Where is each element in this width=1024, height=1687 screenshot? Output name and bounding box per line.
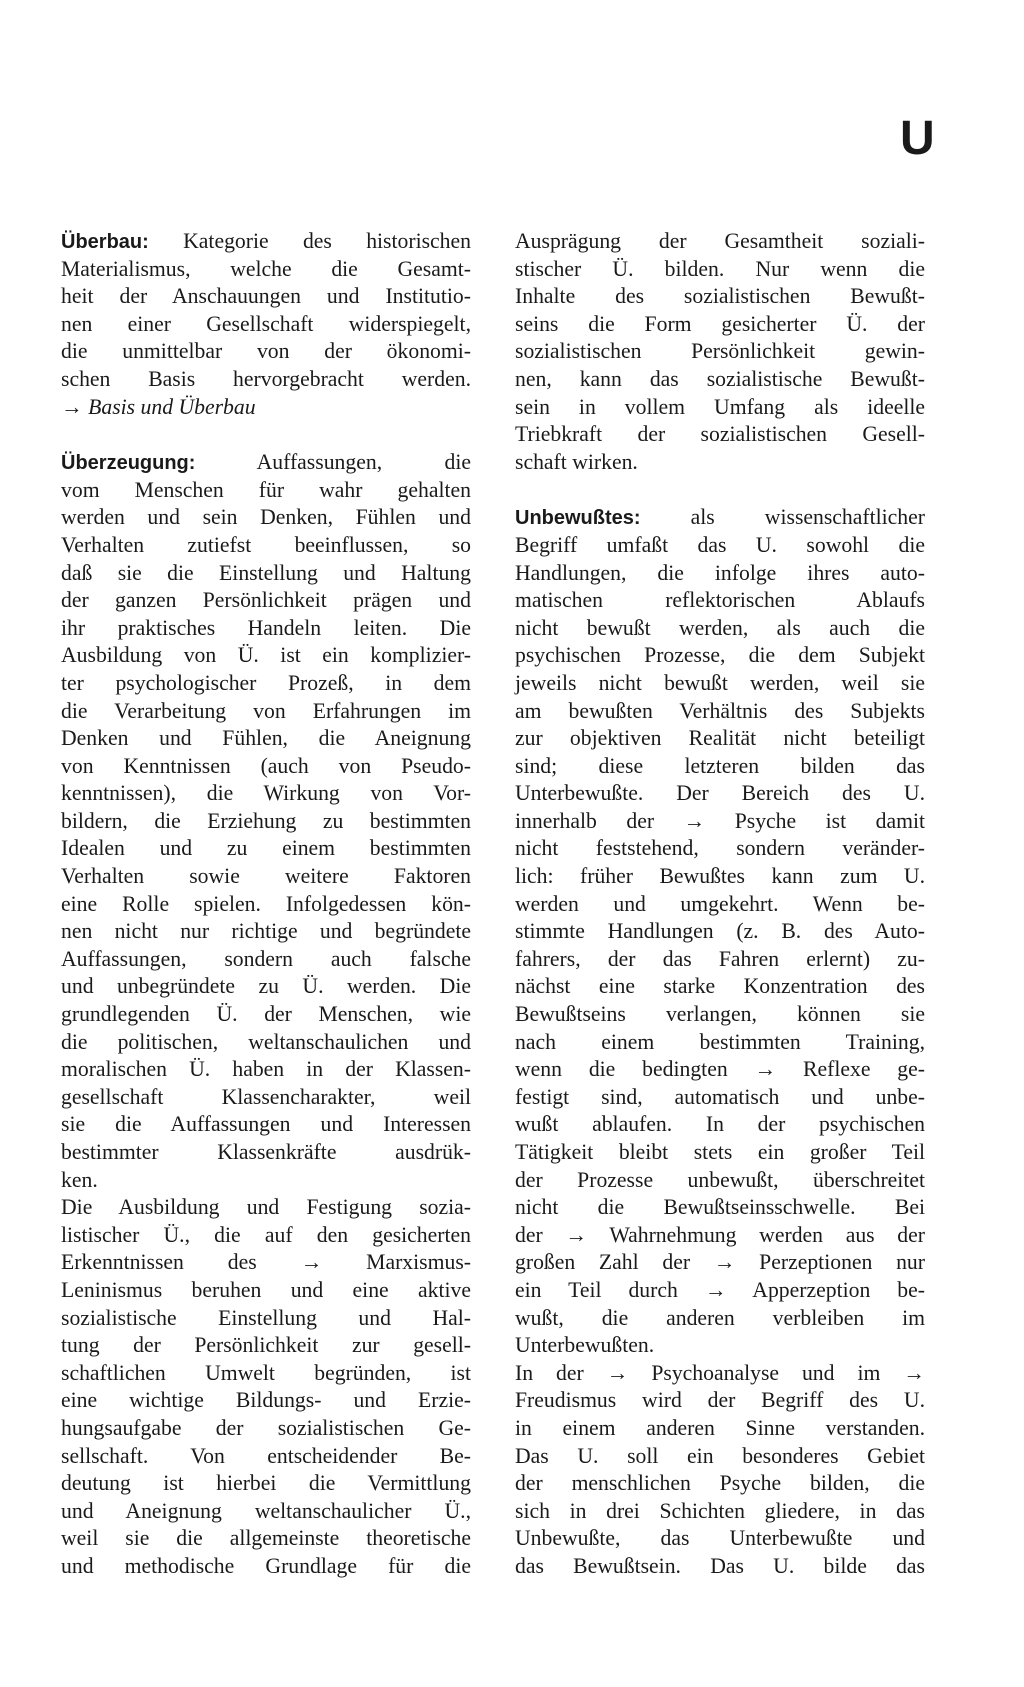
text-line: das Bewußtsein. Das U. bilde das (515, 1553, 925, 1578)
text-line: tung der Persönlichkeit zur gesell- (61, 1333, 471, 1358)
text-line: wußt, die anderen verbleiben im (515, 1305, 925, 1330)
text-line: die Verarbeitung von Erfahrungen im (61, 698, 471, 723)
line-text: Auffassungen, die (256, 450, 471, 475)
text-line: ein Teil durch → Apperzeption be- (515, 1277, 925, 1302)
text-line: der → Wahrnehmung werden aus der (515, 1222, 925, 1247)
text-line (61, 228, 471, 256)
text-line: Ausprägung der Gesamtheit soziali- (515, 229, 925, 253)
entry-ueberbau (61, 228, 471, 421)
text-line: bestimmter Klassenkräfte ausdrük- (61, 1140, 471, 1164)
text-line: moralischen Ü. haben in der Klassen- (61, 1057, 471, 1082)
text-line: und Aneignung weltanschaulicher Ü., (61, 1498, 471, 1523)
text-line: stimmte Handlungen (z. B. des Auto- (515, 919, 925, 944)
text-line: in einem anderen Sinne verstanden. (515, 1415, 925, 1440)
text-line: werden und umgekehrt. Wenn be- (515, 891, 925, 916)
text-line: und methodische Grundlage für die (61, 1553, 471, 1578)
text-line: Unbewußte, das Unterbewußte und (515, 1526, 925, 1551)
text-line: Inhalte des sozialistischen Bewußt- (515, 284, 925, 309)
text-line: wußt ablaufen. In der psychischen (515, 1112, 925, 1137)
text-line: stischer Ü. bilden. Nur wenn die (515, 256, 925, 281)
entry-unbewusstes (515, 504, 925, 1580)
headword: Unbewußtes: (515, 507, 641, 530)
text-line: Unterbewußten. (515, 1333, 655, 1358)
text-line: der menschlichen Psyche bilden, die (515, 1471, 925, 1496)
entry-ueberzeugung (61, 449, 471, 1580)
text-line: nen, kann das sozialistische Bewußt- (515, 366, 925, 391)
text-line: heit der Anschauungen und Institutio- (61, 284, 471, 309)
text-line: nächst eine starke Konzentration des (515, 974, 925, 999)
text-line: der Prozesse unbewußt, überschreitet (515, 1167, 925, 1192)
text-line: Freudismus wird der Begriff des U. (515, 1388, 925, 1413)
text-line: ken. (61, 1167, 98, 1192)
text-line: grundlegenden Ü. der Menschen, wie (61, 1002, 471, 1027)
text-line: sein in vollem Umfang als ideelle (515, 394, 925, 419)
text-line: eine Rolle spielen. Infolgedessen kön- (61, 891, 471, 916)
text-line: eine wichtige Bildungs- und Erzie- (61, 1388, 471, 1413)
text-line: am bewußten Verhältnis des Subjekts (515, 698, 925, 723)
text-line: Leninismus beruhen und eine aktive (61, 1277, 471, 1302)
text-line: nen nicht nur richtige und begründete (61, 919, 471, 944)
text-line: psychischen Prozesse, die dem Subjekt (515, 643, 925, 668)
text-line: jeweils nicht bewußt werden, weil sie (515, 670, 925, 695)
text-line (515, 504, 925, 532)
text-line: Handlungen, die infolge ihres auto- (515, 560, 925, 585)
text-line (61, 449, 471, 477)
text-line: fahrers, der das Fahren erlernt) zu- (515, 946, 925, 971)
text-line: und unbegründete zu Ü. werden. Die (61, 974, 471, 999)
text-line: Auffassungen, sondern auch falsche (61, 946, 471, 971)
text-line: schaftlichen Umwelt begründen, ist (61, 1360, 471, 1385)
section-letter: U (900, 112, 935, 165)
text-line: nicht bewußt werden, als auch die (515, 615, 925, 640)
text-line: Materialismus, welche die Gesamt- (61, 256, 471, 281)
text-line: listischer Ü., die auf den gesicherten (61, 1222, 471, 1247)
text-line: kenntnissen), die Wirkung von Vor- (61, 781, 471, 806)
text-line: Das U. soll ein besonderes Gebiet (515, 1443, 925, 1468)
text-line: sozialistische Einstellung und Hal- (61, 1305, 471, 1330)
text-line: lich: früher Bewußtes kann zum U. (515, 864, 925, 889)
text-line: Erkenntnissen des → Marxismus- (61, 1250, 471, 1275)
text-line: Ausbildung von Ü. ist ein komplizier- (61, 643, 471, 668)
text-line: seins die Form gesicherter Ü. der (515, 311, 925, 336)
text-line: deutung ist hierbei die Vermittlung (61, 1471, 471, 1496)
text-line: Idealen und zu einem bestimmten (61, 836, 471, 861)
text-line: wenn die bedingten → Reflexe ge- (515, 1057, 925, 1082)
text-line: schaft wirken. (515, 449, 638, 474)
text-line: die unmittelbar von der ökonomi- (61, 339, 471, 364)
text-line: nach einem bestimmten Training, (515, 1029, 925, 1054)
line-text: als wissenschaftlicher (690, 505, 925, 530)
line-text: Kategorie des historischen (183, 229, 471, 253)
text-line: ihr praktisches Handeln leiten. Die (61, 615, 471, 640)
text-line: Die Ausbildung und Festigung sozia- (61, 1195, 471, 1220)
text-line: schen Basis hervorgebracht werden. (61, 366, 471, 391)
text-line: nicht feststehend, sondern veränder- (515, 836, 925, 861)
cross-reference (61, 394, 471, 422)
text-line: matischen reflektorischen Ablaufs (515, 588, 925, 613)
entry-ueberzeugung-continued (515, 228, 925, 476)
text-line: Denken und Fühlen, die Aneignung (61, 726, 471, 751)
text-line: innerhalb der → Psyche ist damit (515, 808, 925, 833)
text-line: Tätigkeit bleibt stets ein großer Teil (515, 1140, 925, 1164)
text-line: festigt sind, automatisch und unbe- (515, 1084, 925, 1109)
text-line: werden und sein Denken, Fühlen und (61, 505, 471, 530)
text-line: Verhalten sowie weitere Faktoren (61, 864, 471, 889)
text-line: zur objektiven Realität nicht beteiligt (515, 726, 925, 751)
text-line: sind; diese letzteren bilden das (515, 753, 925, 778)
left-column (61, 228, 471, 1581)
text-line: nicht die Bewußtseinsschwelle. Bei (515, 1195, 925, 1220)
text-line: weil sie die allgemeinste theoretische (61, 1526, 471, 1551)
text-line: Begriff umfaßt das U. sowohl die (515, 532, 925, 557)
text-line: hungsaufgabe der sozialistischen Ge- (61, 1415, 471, 1440)
text-line: bildern, die Erziehung zu bestimmten (61, 808, 471, 833)
text-line: nen einer Gesellschaft widerspiegelt, (61, 311, 471, 336)
text-line: großen Zahl der → Perzeptionen nur (515, 1250, 925, 1275)
headword: Überbau: (61, 231, 149, 253)
text-line: sellschaft. Von entscheidender Be- (61, 1443, 471, 1468)
text-line: ter psychologischer Prozeß, in dem (61, 670, 471, 695)
text-line: Unterbewußte. Der Bereich des U. (515, 781, 925, 806)
text-line: sich in drei Schichten gliedere, in das (515, 1498, 925, 1523)
text-line: die politischen, weltanschaulichen und (61, 1029, 471, 1054)
text-line: gesellschaft Klassencharakter, weil (61, 1084, 471, 1109)
text-line: daß sie die Einstellung und Haltung (61, 560, 471, 585)
text-line: vom Menschen für wahr gehalten (61, 477, 471, 502)
text-line: der ganzen Persönlichkeit prägen und (61, 588, 471, 613)
text-line: sozialistischen Persönlichkeit gewin- (515, 339, 925, 364)
reference-link: Basis und Überbau (88, 394, 256, 419)
text-line: In der → Psychoanalyse und im → (515, 1360, 925, 1385)
text-line: Verhalten zutiefst beeinflussen, so (61, 532, 471, 557)
text-line: Triebkraft der sozialistischen Gesell- (515, 422, 925, 447)
text-line: Bewußtseins verlangen, können sie (515, 1002, 925, 1027)
headword: Überzeugung: (61, 452, 196, 475)
text-line: von Kenntnissen (auch von Pseudo- (61, 753, 471, 778)
right-column (515, 228, 925, 1581)
arrow-icon: → (61, 394, 83, 419)
text-line: sie die Auffassungen und Interessen (61, 1112, 471, 1137)
